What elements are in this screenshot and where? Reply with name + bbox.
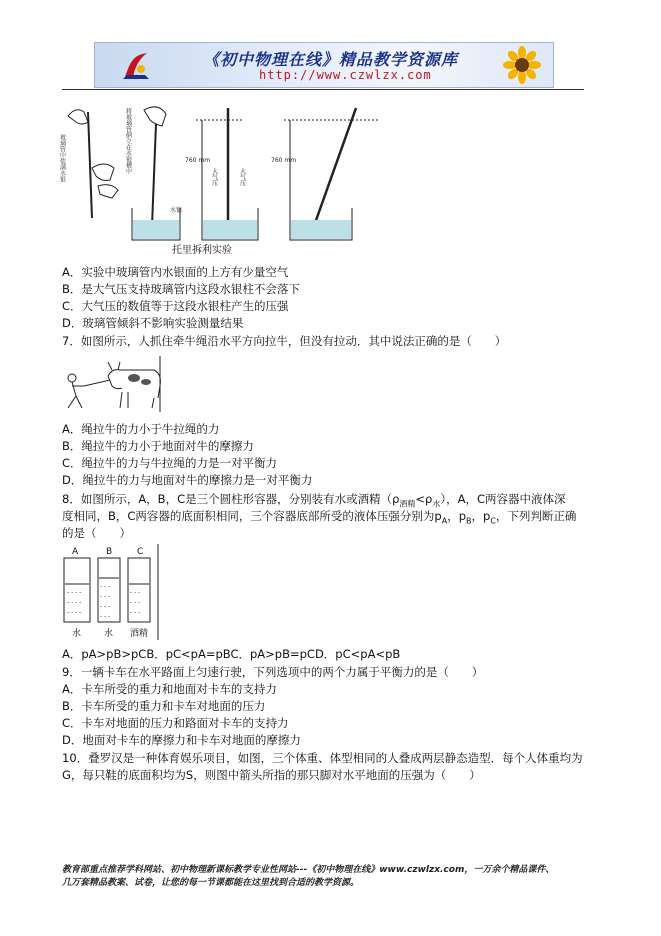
containers-figure bbox=[62, 544, 162, 644]
q9-option-c: C．卡车对地面的压力和路面对卡车的支持力 bbox=[62, 716, 289, 730]
q6-option-d: D．玻璃管倾斜不影响实验测量结果 bbox=[62, 316, 244, 330]
q7-option-d: D．绳拉牛的力与地面对牛的摩擦力是一对平衡力 bbox=[62, 473, 313, 487]
q8-stem-line-3: 的是（ ） bbox=[62, 526, 131, 540]
svg-text:- - -: - - - bbox=[130, 589, 141, 596]
left-tube-label: 玻璃管中装满水银 bbox=[58, 134, 66, 182]
header-rule bbox=[62, 89, 584, 90]
header-banner bbox=[94, 42, 554, 88]
invert-tube-label: 将玻璃管倒立在水银槽中 bbox=[124, 108, 132, 174]
liquid-c-label: 酒精 bbox=[130, 629, 149, 639]
q9-option-b: B．卡车所受的重力和卡车对地面的压力 bbox=[62, 699, 266, 713]
torricelli-figure bbox=[58, 98, 392, 258]
container-c-label: C bbox=[137, 547, 144, 557]
q9-option-a: A．卡车所受的重力和地面对卡车的支持力 bbox=[62, 682, 277, 696]
height-label-1: 760 mm bbox=[185, 157, 211, 164]
q8-options: A．pA>pB>pCB．pC<pA=pBC．pA>pB=pCD．pC<pA<pB bbox=[62, 647, 401, 661]
q6-option-c: C．大气压的数值等于这段水银柱产生的压强 bbox=[62, 299, 289, 313]
svg-text:- - - -: - - - - bbox=[67, 589, 82, 596]
svg-text:- - -: - - - bbox=[130, 609, 141, 616]
q7-option-b: B．绳拉牛的力小于地面对牛的摩擦力 bbox=[62, 439, 254, 453]
svg-text:- - - -: - - - - bbox=[67, 609, 82, 616]
q10-line-2: G，每只鞋的底面积均为S，则图中箭头所指的那只脚对水平地面的压强为（ ） bbox=[62, 768, 481, 782]
ox-pulling-figure bbox=[62, 352, 166, 414]
figure-caption: 托里拆利实验 bbox=[172, 245, 232, 256]
q9-stem: 9．一辆卡车在水平路面上匀速行驶，下列选项中的两个力属于平衡力的是（ ） bbox=[62, 665, 484, 679]
q8-stem-line-1: 8．如图所示，A，B，C是三个圆柱形容器，分别装有水或酒精$(\rho_{酒精}<\rho_水)$，A，C两容器中液体深 bbox=[62, 492, 566, 509]
q7-stem: 7．如图所示，人抓住牵牛绳沿水平方向拉牛，但没有拉动．其中说法正确的是（ ） bbox=[62, 334, 507, 348]
svg-text:- - -: - - - bbox=[100, 613, 111, 620]
mercury-label: 水银 bbox=[170, 207, 183, 214]
svg-text:- - -: - - - bbox=[100, 603, 111, 610]
q8-stem-line-2: 度相同，B，C两容器的底面积相同，三个容器底部所受的液体压强分别为$p_A$，$p_B$，$p_C$，下列判断正确 bbox=[62, 509, 577, 526]
liquid-a-label: 水 bbox=[72, 629, 82, 639]
container-a-label: A bbox=[72, 547, 79, 557]
container-b-label: B bbox=[106, 547, 113, 557]
q6-option-b: B．是大气压支持玻璃管内这段水银柱不会落下 bbox=[62, 282, 300, 296]
svg-text:- - -: - - - bbox=[130, 599, 141, 606]
footer-line-2: 几万套精品教案、试卷，让您的每一节课都能在这里找到合适的教学资源。 bbox=[62, 878, 360, 888]
sunflower-icon bbox=[497, 45, 547, 85]
svg-text:- - - -: - - - - bbox=[67, 599, 82, 606]
page-footer bbox=[62, 864, 602, 890]
header-title: 《初中物理在线》精品教学资源库 bbox=[203, 50, 459, 69]
footer-line-1: 教育部重点推荐学科网站、初中物理新课标教学专业性网站---《初中物理在线》www.czwlzx.com，一万余个精品课件、 bbox=[62, 865, 555, 875]
q6-option-a: A．实验中玻璃管内水银面的上方有少量空气 bbox=[62, 265, 289, 279]
site-logo-icon bbox=[121, 49, 151, 81]
atm-label-2: 大气压 bbox=[238, 168, 246, 186]
atm-label-1: 大气压 bbox=[210, 168, 218, 186]
header-url: http://www.czwlzx.com bbox=[259, 68, 432, 82]
q9-option-d: D．地面对卡车的摩擦力和卡车对地面的摩擦力 bbox=[62, 733, 301, 747]
svg-text:- - -: - - - bbox=[100, 583, 111, 590]
q7-option-a: A．绳拉牛的力小于牛拉绳的力 bbox=[62, 422, 220, 436]
height-label-2: 760 mm bbox=[271, 157, 297, 164]
q7-option-c: C．绳拉牛的力与牛拉绳的力是一对平衡力 bbox=[62, 456, 278, 470]
q10-line-1: 10．叠罗汉是一种体育娱乐项目，如图，三个体重、体型相同的人叠成两层静态造型．每个人体重均为 bbox=[62, 751, 583, 765]
svg-text:- - -: - - - bbox=[100, 593, 111, 600]
liquid-b-label: 水 bbox=[104, 629, 114, 639]
